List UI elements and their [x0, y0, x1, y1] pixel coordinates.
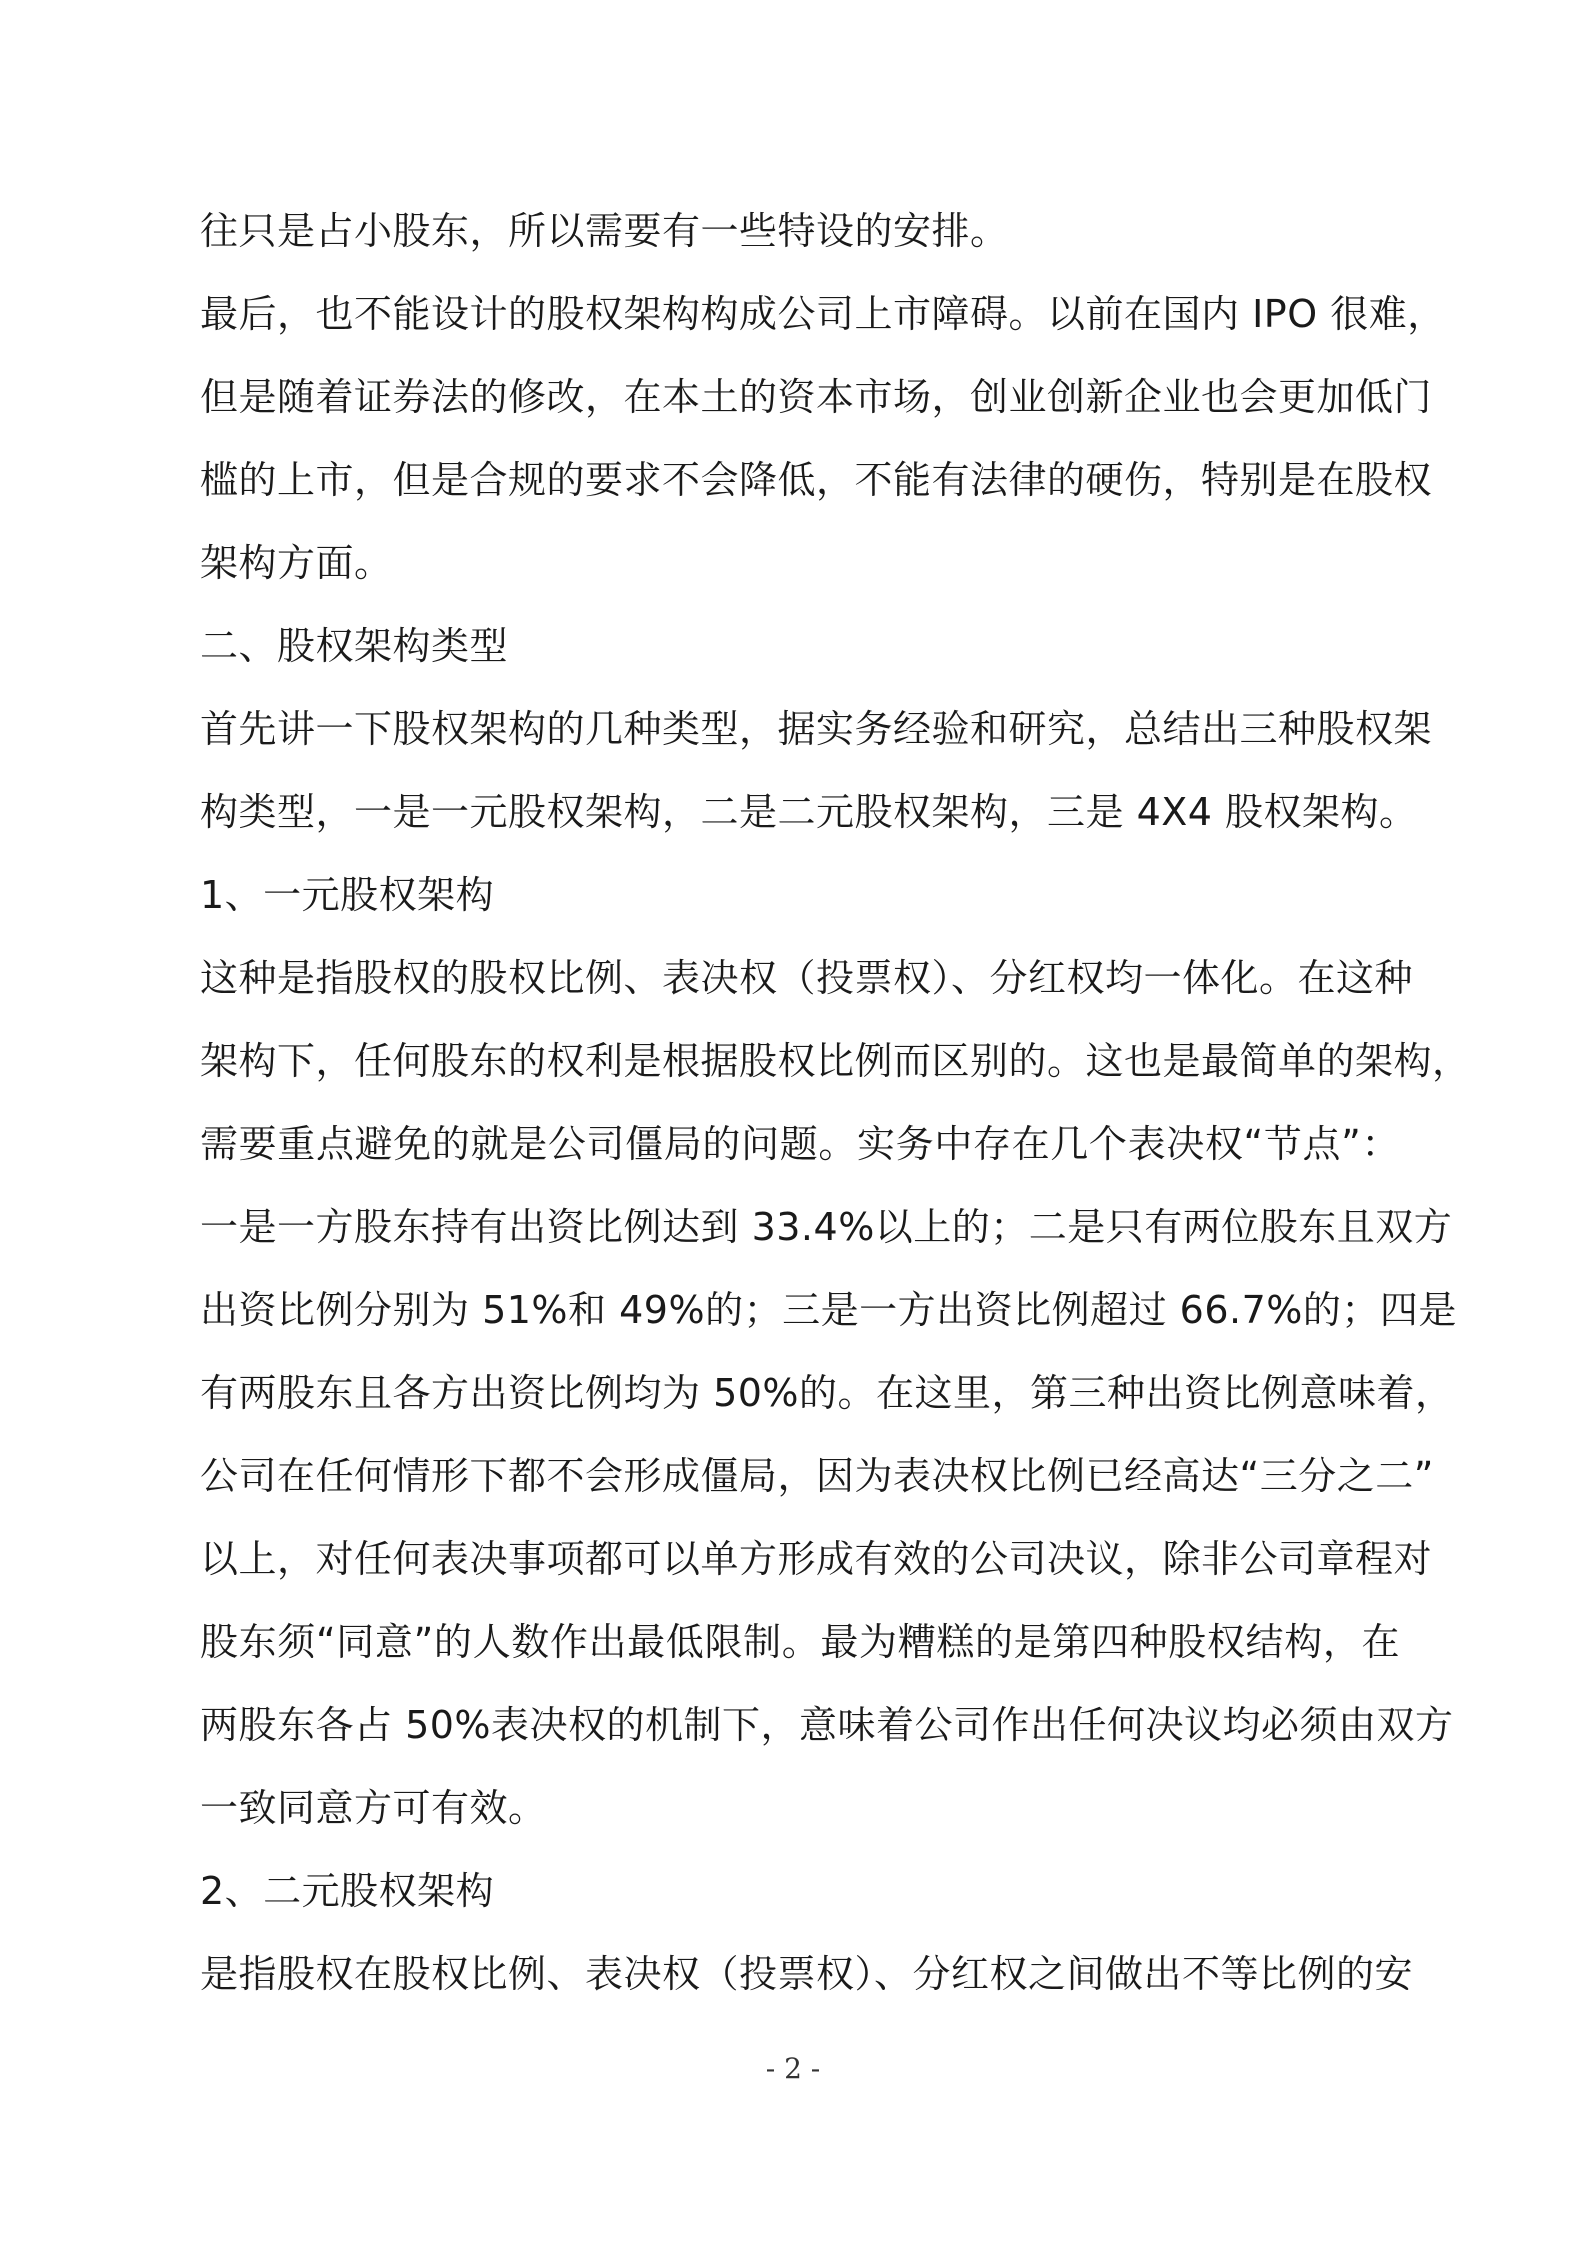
text-line: 往只是占小股东，所以需要有一些特设的安排。 — [200, 209, 1009, 253]
text-line: 架构下，任何股东的权利是根据股权比例而区别的。这也是最简单的架构， — [200, 1039, 1471, 1083]
text-line: 首先讲一下股权架构的几种类型，据实务经验和研究，总结出三种股权架 — [200, 707, 1433, 751]
text-line: 构类型，一是一元股权架构，二是二元股权架构，三是 4X4 股权架构。 — [200, 790, 1418, 834]
text-line: 有两股东且各方出资比例均为 50%的。在这里，第三种出资比例意味着， — [200, 1371, 1454, 1415]
text-line: 一是一方股东持有出资比例达到 33.4%以上的；二是只有两位股东且双方 — [200, 1205, 1453, 1249]
document-body — [200, 190, 1471, 2016]
text-line: 但是随着证券法的修改，在本土的资本市场，创业创新企业也会更加低门 — [200, 375, 1433, 419]
text-line: 出资比例分别为 51%和 49%的；三是一方出资比例超过 66.7%的；四是 — [200, 1288, 1457, 1332]
text-line: 最后，也不能设计的股权架构构成公司上市障碍。以前在国内 IPO 很难， — [200, 292, 1446, 336]
text-line: 两股东各占 50%表决权的机制下，意味着公司作出任何决议均必须由双方 — [200, 1703, 1454, 1747]
subsection-heading: 2、二元股权架构 — [200, 1869, 495, 1913]
page-number: - 2 - — [765, 2052, 821, 2085]
text-line: 槛的上市，但是合规的要求不会降低，不能有法律的硬伤，特别是在股权 — [200, 458, 1433, 502]
text-line: 这种是指股权的股权比例、表决权（投票权）、分红权均一体化。在这种 — [200, 956, 1414, 1000]
text-line: 一致同意方可有效。 — [200, 1786, 547, 1830]
subsection-heading: 1、一元股权架构 — [200, 873, 495, 917]
text-line: 以上，对任何表决事项都可以单方形成有效的公司决议，除非公司章程对 — [200, 1537, 1433, 1581]
text-line: 公司在任何情形下都不会形成僵局，因为表决权比例已经高达“三分之二” — [200, 1454, 1434, 1498]
section-heading: 二、股权架构类型 — [200, 624, 509, 668]
text-line: 需要重点避免的就是公司僵局的问题。实务中存在几个表决权“节点”： — [200, 1122, 1400, 1166]
text-line: 架构方面。 — [200, 541, 393, 585]
text-line: 股东须“同意”的人数作出最低限制。最为糟糕的是第四种股权结构，在 — [200, 1620, 1400, 1664]
text-line: 是指股权在股权比例、表决权（投票权）、分红权之间做出不等比例的安 — [200, 1952, 1414, 1996]
